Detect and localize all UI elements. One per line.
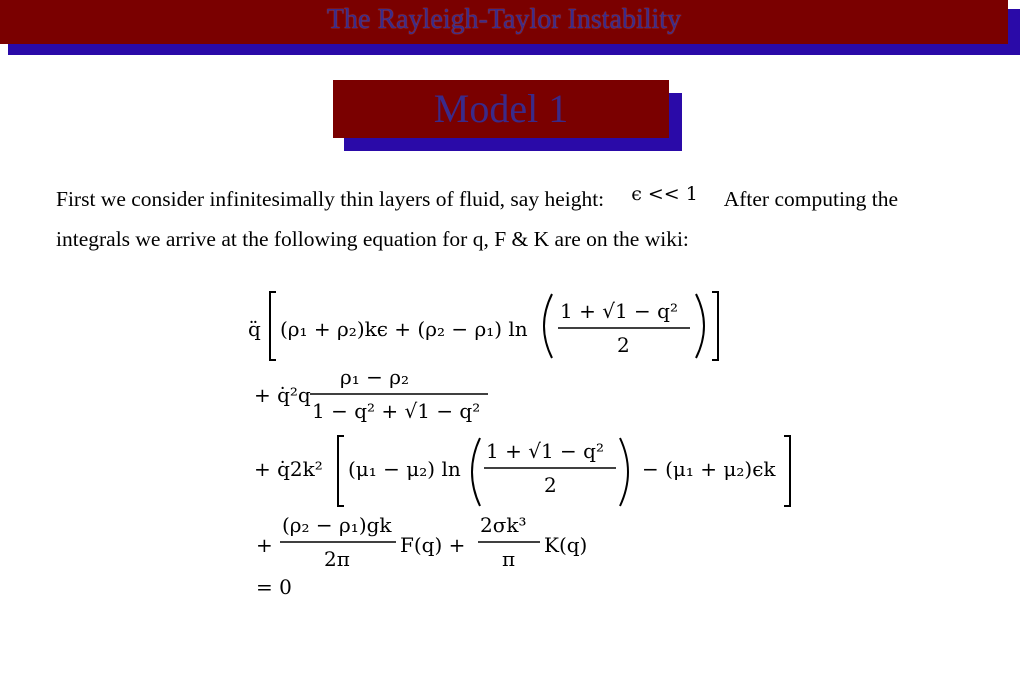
- eq2-prefix: + q̇²q: [254, 383, 311, 407]
- eq1-right-paren: [696, 294, 704, 358]
- eq1-left-paren: [544, 294, 552, 358]
- eq2-denominator: 1 − q² + √1 − q²: [312, 399, 481, 423]
- paragraph-text-2: After computing the integrals we arrive at the following equation for q, F & K are on the wiki:: [56, 187, 899, 251]
- eq4-prefix: +: [256, 533, 273, 557]
- eq5-equals-zero: = 0: [256, 575, 292, 599]
- eq4-mid: F(q) +: [400, 533, 466, 557]
- eq1-body: (ρ₁ + ρ₂)kϵ + (ρ₂ − ρ₁) ln: [280, 317, 528, 341]
- epsilon-condition: ϵ << 1: [631, 183, 698, 205]
- model-title-box: [333, 80, 669, 138]
- slide-header-title: The Rayleigh-Taylor Instability: [326, 4, 682, 35]
- model-title: Model 1: [433, 86, 569, 131]
- eq4-denominator-2: π: [502, 547, 516, 571]
- eq1-left-bracket: [270, 292, 276, 360]
- eq3-right-paren: [620, 438, 628, 506]
- eq3-denominator: 2: [544, 473, 557, 497]
- eq3-left-paren: [472, 438, 480, 506]
- equation-block: [244, 280, 804, 600]
- eq3-body: (μ₁ − μ₂) ln: [348, 457, 461, 481]
- header-bar: [0, 0, 1008, 44]
- eq3-numerator: 1 + √1 − q²: [486, 439, 604, 463]
- eq4-denominator-1: 2π: [324, 547, 350, 571]
- eq2-numerator: ρ₁ − ρ₂: [340, 365, 410, 389]
- intro-paragraph: [56, 180, 956, 258]
- equation-svg: [244, 280, 804, 600]
- eq1-qdd: q̈: [248, 317, 261, 341]
- eq3-left-bracket: [338, 436, 344, 506]
- eq3-tail: − (μ₁ + μ₂)ϵk: [642, 457, 776, 481]
- eq1-denominator: 2: [617, 333, 630, 357]
- eq3-right-bracket: [784, 436, 790, 506]
- eq4-tail: K(q): [544, 533, 588, 557]
- eq1-right-bracket: [712, 292, 718, 360]
- eq1-numerator: 1 + √1 − q²: [560, 299, 678, 323]
- eq3-prefix: + q̇2k²: [254, 457, 323, 481]
- paragraph-text-1: First we consider infinitesimally thin layers of fluid, say height:: [56, 187, 605, 211]
- eq4-numerator-2: 2σk³: [480, 513, 527, 537]
- eq4-numerator-1: (ρ₂ − ρ₁)gk: [282, 513, 392, 537]
